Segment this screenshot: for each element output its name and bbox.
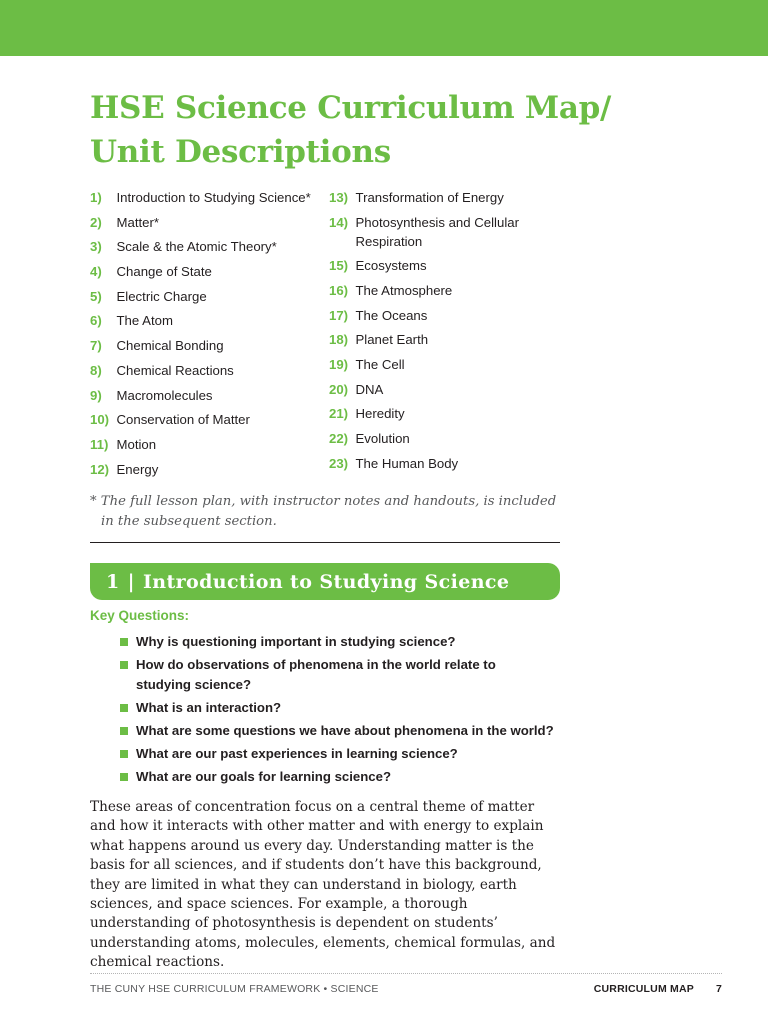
- unit-title: Energy: [116, 461, 159, 477]
- unit-title: Chemical Bonding: [116, 338, 224, 354]
- page-number: 7: [715, 983, 722, 995]
- unit-number: 17): [329, 307, 349, 323]
- key-question-item: [120, 767, 570, 787]
- unit-title: Scale & the Atomic Theory*: [116, 239, 277, 255]
- unit-title: Transformation of Energy: [355, 190, 504, 205]
- footnote-line-2: in the subsequent section.: [101, 514, 277, 529]
- key-question-item: [120, 721, 570, 741]
- key-question-item: [120, 698, 570, 718]
- section-separator: |: [127, 570, 135, 593]
- unit-title: Chemical Reactions: [116, 362, 234, 378]
- key-question-text: Why is questioning important in studying science?: [136, 634, 456, 649]
- page-title-line-2: Unit Descriptions: [90, 134, 391, 170]
- unit-number: 6): [90, 313, 102, 329]
- unit-item: [90, 213, 326, 232]
- square-bullet-icon: [120, 661, 128, 669]
- section-title: Introduction to Studying Science: [142, 570, 510, 593]
- unit-item: [329, 330, 561, 349]
- unit-item: [90, 262, 326, 281]
- unit-item: [329, 454, 561, 473]
- unit-title: Conservation of Matter: [116, 412, 250, 428]
- key-question-item: [120, 632, 570, 652]
- unit-item: [90, 287, 326, 306]
- unit-item: [90, 460, 326, 479]
- unit-item: [90, 410, 326, 429]
- square-bullet-icon: [120, 727, 128, 735]
- unit-number: 9): [90, 387, 102, 403]
- unit-item: [329, 380, 561, 399]
- unit-item: [90, 311, 326, 330]
- unit-title: Matter*: [116, 214, 160, 230]
- unit-number: 23): [329, 455, 349, 471]
- unit-item: [329, 306, 561, 325]
- unit-number: 1): [90, 190, 102, 205]
- top-color-band: [0, 0, 768, 56]
- section-divider: [90, 542, 560, 543]
- unit-title: Planet Earth: [355, 332, 429, 348]
- key-question-item: [120, 655, 570, 695]
- footnote-line-1: * The full lesson plan, with instructor notes and handouts, is included: [90, 494, 557, 509]
- footer-right: [594, 983, 722, 995]
- square-bullet-icon: [120, 704, 128, 712]
- square-bullet-icon: [120, 773, 128, 781]
- key-questions-list: [120, 632, 570, 790]
- unit-number: 18): [329, 332, 349, 348]
- key-question-item: [120, 744, 570, 764]
- unit-item: [329, 281, 561, 300]
- unit-number: 11): [90, 436, 109, 452]
- unit-title: The Cell: [355, 356, 405, 372]
- unit-item: [329, 404, 561, 423]
- unit-title: The Atmosphere: [355, 282, 453, 298]
- section-number: 1: [106, 570, 120, 593]
- footer-publication: THE CUNY HSE CURRICULUM FRAMEWORK • SCIENCE: [90, 983, 379, 995]
- key-questions-label: Key Questions:: [90, 608, 190, 623]
- unit-title: DNA: [355, 381, 384, 397]
- unit-title: Introduction to Studying Science*: [116, 190, 311, 205]
- unit-item: [329, 188, 561, 207]
- unit-number: 10): [90, 412, 110, 428]
- square-bullet-icon: [120, 750, 128, 758]
- key-question-text: How do observations of phenomena in the world relate to studying science?: [136, 657, 496, 692]
- unit-list-right: [329, 188, 561, 478]
- unit-list-left: [90, 188, 326, 484]
- unit-title: Macromolecules: [116, 387, 213, 403]
- unit-title: The Human Body: [355, 455, 459, 471]
- unit-title: Motion: [116, 436, 157, 452]
- key-question-text: What are our goals for learning science?: [136, 769, 392, 784]
- unit-item: [329, 429, 561, 448]
- unit-title: Photosynthesis and Cellular Respiration: [355, 214, 519, 249]
- page-title-line-1: HSE Science Curriculum Map/: [90, 90, 612, 126]
- unit-number: 21): [329, 406, 349, 422]
- unit-item: [90, 336, 326, 355]
- unit-number: 4): [90, 264, 102, 280]
- page-title: [90, 86, 611, 174]
- body-paragraph: These areas of concentration focus on a central theme of matter and how it interacts with other matter and with energy to explain what happens around us every day. Understanding matter is the basis for all sciences, and if students don’t have this background, they are limited in what they can understand in biology, earth sciences, and space sciences. For example, a thorough understanding of photosynthesis is dependent on students’ understanding atoms, molecules, elements, chemical formulas, and chemical reactions.: [90, 799, 556, 971]
- unit-number: 5): [90, 288, 102, 304]
- unit-item: [329, 256, 561, 275]
- unit-item: [90, 386, 326, 405]
- footer-divider: [90, 973, 722, 974]
- unit-number: 16): [329, 282, 349, 298]
- unit-number: 13): [329, 190, 349, 205]
- unit-number: 3): [90, 239, 102, 255]
- unit-number: 19): [329, 356, 349, 372]
- unit-title: The Atom: [116, 313, 173, 329]
- unit-number: 15): [329, 258, 349, 274]
- unit-item: [90, 188, 326, 207]
- unit-number: 22): [329, 431, 349, 446]
- unit-item: [90, 435, 326, 454]
- unit-title: Change of State: [116, 264, 212, 280]
- unit-number: 7): [90, 338, 102, 354]
- unit-number: 14): [329, 214, 349, 230]
- key-question-text: What are our past experiences in learning science?: [136, 746, 458, 761]
- key-question-text: What is an interaction?: [136, 700, 282, 715]
- footnote: [90, 492, 560, 532]
- unit-title: The Oceans: [355, 307, 428, 323]
- key-question-text: What are some questions we have about phenomena in the world?: [136, 723, 554, 738]
- unit-number: 20): [329, 381, 349, 397]
- unit-title: Ecosystems: [355, 258, 427, 274]
- unit-number: 2): [90, 214, 102, 230]
- unit-title: Electric Charge: [116, 288, 207, 304]
- unit-number: 12): [90, 461, 110, 477]
- unit-title: Heredity: [355, 406, 405, 422]
- unit-item: [329, 213, 561, 251]
- unit-number: 8): [90, 362, 102, 378]
- unit-item: [90, 237, 326, 256]
- footer-section-label: CURRICULUM MAP: [593, 983, 694, 995]
- unit-item: [90, 361, 326, 380]
- unit-title: Evolution: [355, 431, 410, 446]
- unit-item: [329, 355, 561, 374]
- section-header: [90, 563, 560, 600]
- square-bullet-icon: [120, 638, 128, 646]
